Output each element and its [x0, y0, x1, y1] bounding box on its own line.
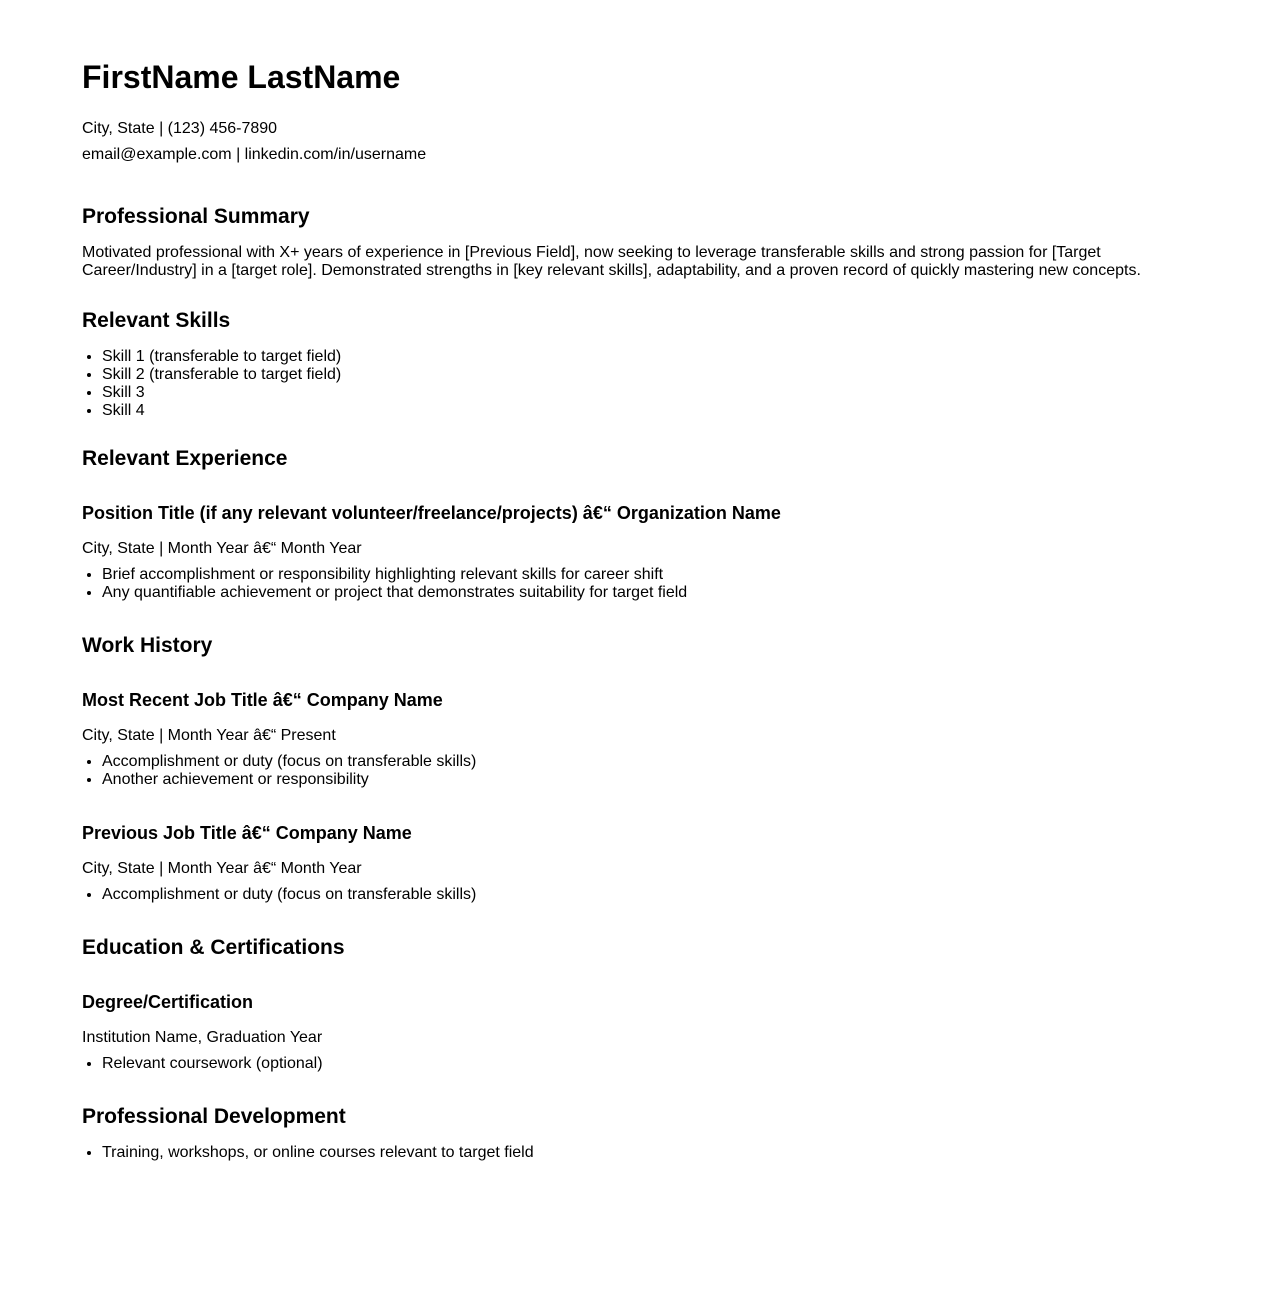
candidate-name: FirstName LastName	[82, 59, 401, 95]
summary-text: Motivated professional with X+ years of experience in [Previous Field], now seeking to leverage transferable skills and strong passion for [Target Career/Industry] in a [target role]. Demonstrated strengths in [key relevant skills], adaptability, and a proven record of quickly mastering new concepts.	[82, 244, 1141, 279]
summary-section	[82, 204, 1196, 280]
experience-meta: City, State | Month Year â€“ Month Year	[82, 540, 362, 557]
work-bullet: • Accomplishment or duty (focus on transferable skills)	[102, 886, 1196, 904]
experience-bullet: • Any quantifiable achievement or project that demonstrates suitability for target field	[102, 584, 1196, 602]
education-title: Degree/Certification	[82, 992, 254, 1012]
work-title: Previous Job Title â€“ Company Name	[82, 823, 412, 843]
work-meta: City, State | Month Year â€“ Present	[82, 727, 336, 744]
education-meta: Institution Name, Graduation Year	[82, 1029, 323, 1046]
development-list	[82, 1144, 1196, 1162]
education-entry	[82, 991, 1196, 1073]
development-item: • Training, workshops, or online courses relevant to target field	[102, 1144, 1196, 1162]
contact-email-linkedin: email@example.com | linkedin.com/in/username	[82, 146, 427, 163]
section-heading-work-history: Work History	[82, 634, 213, 657]
contact-location-phone: City, State | (123) 456-7890	[82, 120, 278, 137]
section-heading-development: Professional Development	[82, 1105, 346, 1128]
skill-item: • Skill 1 (transferable to target field)	[102, 348, 1196, 366]
development-section	[82, 1104, 1196, 1162]
education-bullet: • Relevant coursework (optional)	[102, 1055, 1196, 1073]
work-title: Most Recent Job Title â€“ Company Name	[82, 690, 443, 710]
work-bullet: • Accomplishment or duty (focus on transferable skills)	[102, 753, 1196, 771]
education-bullets	[82, 1055, 1196, 1073]
section-heading-skills: Relevant Skills	[82, 309, 231, 332]
section-heading-summary: Professional Summary	[82, 205, 310, 228]
work-history-section	[82, 633, 1196, 904]
skills-section	[82, 308, 1196, 420]
work-entry	[82, 822, 1196, 904]
experience-title: Position Title (if any relevant volunteer/freelance/projects) â€“ Organization Name	[82, 503, 781, 523]
experience-entry	[82, 502, 1196, 602]
skill-item: • Skill 3	[102, 384, 1196, 402]
work-bullet: • Another achievement or responsibility	[102, 771, 1196, 789]
work-bullets	[82, 886, 1196, 904]
education-section	[82, 935, 1196, 1073]
experience-section	[82, 446, 1196, 602]
work-bullets	[82, 753, 1196, 789]
skill-item: • Skill 4	[102, 402, 1196, 420]
skill-item: • Skill 2 (transferable to target field)	[102, 366, 1196, 384]
section-heading-experience: Relevant Experience	[82, 447, 288, 470]
work-meta: City, State | Month Year â€“ Month Year	[82, 860, 362, 877]
work-entry	[82, 689, 1196, 789]
skills-list	[82, 348, 1196, 420]
experience-bullet: • Brief accomplishment or responsibility highlighting relevant skills for career shift	[102, 566, 1196, 584]
section-heading-education: Education & Certifications	[82, 936, 345, 959]
experience-bullets	[82, 566, 1196, 602]
